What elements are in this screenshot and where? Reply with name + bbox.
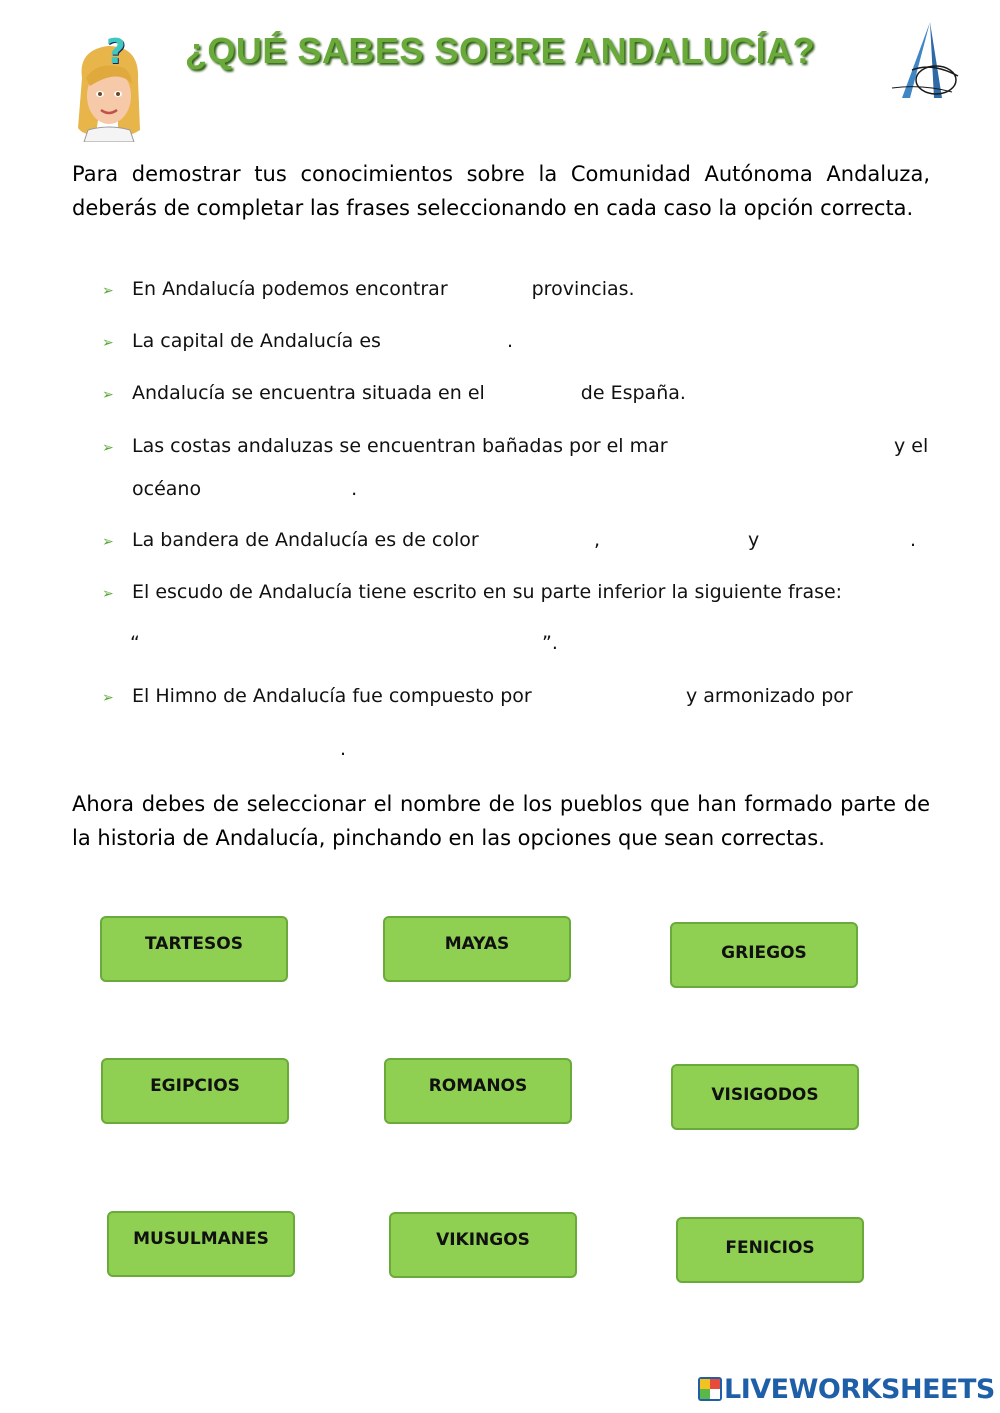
option-egipcios-button[interactable]: EGIPCIOS (101, 1058, 289, 1124)
sentence-text: océano (132, 478, 202, 500)
sentence-2 (132, 330, 513, 352)
arrow-bullet-icon: ➢ (102, 387, 114, 403)
comma-text: , (594, 529, 601, 551)
antonio-gala-logo (872, 18, 972, 104)
arrow-bullet-icon: ➢ (102, 283, 114, 299)
question-mark-icon: ? (106, 32, 126, 72)
close-quote: ”. (542, 632, 558, 654)
option-fenicios-button[interactable]: FENICIOS (676, 1217, 864, 1283)
option-musulmanes-button[interactable]: MUSULMANES (107, 1211, 295, 1277)
option-griegos-button[interactable]: GRIEGOS (670, 922, 858, 988)
sentence-text: En Andalucía podemos encontrar (132, 278, 448, 300)
arrow-bullet-icon: ➢ (102, 586, 114, 602)
sentence-text: Andalucía se encuentra situada en el (132, 382, 485, 404)
period-text: . (340, 738, 347, 760)
sentence-text: La capital de Andalucía es (132, 330, 381, 352)
sentence-4-part1: Las costas andaluzas se encuentran bañadas por el mar (132, 435, 668, 457)
blank-text-input[interactable] (140, 628, 540, 660)
sentence-4-part2: y el (894, 435, 929, 457)
arrow-bullet-icon: ➢ (102, 690, 114, 706)
brand-text: LIVEWORKSHEETS (724, 1374, 995, 1405)
open-quote: “ (130, 632, 140, 654)
option-tartesos-button[interactable]: TARTESOS (100, 916, 288, 982)
conjunction-text: y (748, 529, 760, 551)
liveworksheets-logo[interactable] (698, 1374, 995, 1404)
option-romanos-button[interactable]: ROMANOS (384, 1058, 572, 1124)
sentence-7: El Himno de Andalucía fue compuesto por (132, 685, 532, 707)
page-title: ¿QUÉ SABES SOBRE ANDALUCÍA? (184, 30, 816, 71)
sentence-5: La bandera de Andalucía es de color (132, 529, 479, 551)
option-vikingos-button[interactable]: VIKINGOS (389, 1212, 577, 1278)
period-text: . (910, 529, 917, 551)
arrow-bullet-icon: ➢ (102, 534, 114, 550)
intro-paragraph: Para demostrar tus conocimientos sobre la Comunidad Autónoma Andaluza, deberás de completar las frases seleccionando en cada caso la opción correcta. (72, 162, 930, 220)
liveworksheets-icon (698, 1377, 722, 1401)
option-visigodos-button[interactable]: VISIGODOS (671, 1064, 859, 1130)
sentence-3 (132, 382, 686, 404)
blank-dropdown[interactable] (522, 682, 680, 712)
sentence-7-part2: y armonizado por (686, 685, 853, 707)
blank-dropdown[interactable] (132, 732, 337, 762)
blank-dropdown[interactable] (474, 526, 592, 556)
blank-dropdown[interactable] (768, 526, 906, 556)
arrow-bullet-icon: ➢ (102, 335, 114, 351)
arrow-bullet-icon: ➢ (102, 440, 114, 456)
sentence-4-part3 (132, 478, 357, 500)
sentence-6: El escudo de Andalucía tiene escrito en su parte inferior la siguiente frase: (132, 581, 843, 603)
sentence-text: . (351, 478, 358, 500)
blank-dropdown[interactable] (610, 526, 740, 556)
sentence-1 (132, 278, 635, 300)
instruction-paragraph: Ahora debes de seleccionar el nombre de los pueblos que han formado parte de la historia de Andalucía, pinchando en las opciones que sean correctas. (72, 792, 930, 850)
option-mayas-button[interactable]: MAYAS (383, 916, 571, 982)
sentence-text: de España. (580, 382, 686, 404)
sentence-text: . (506, 330, 514, 352)
sentence-text: provincias. (531, 278, 635, 300)
blank-dropdown[interactable] (652, 432, 888, 462)
